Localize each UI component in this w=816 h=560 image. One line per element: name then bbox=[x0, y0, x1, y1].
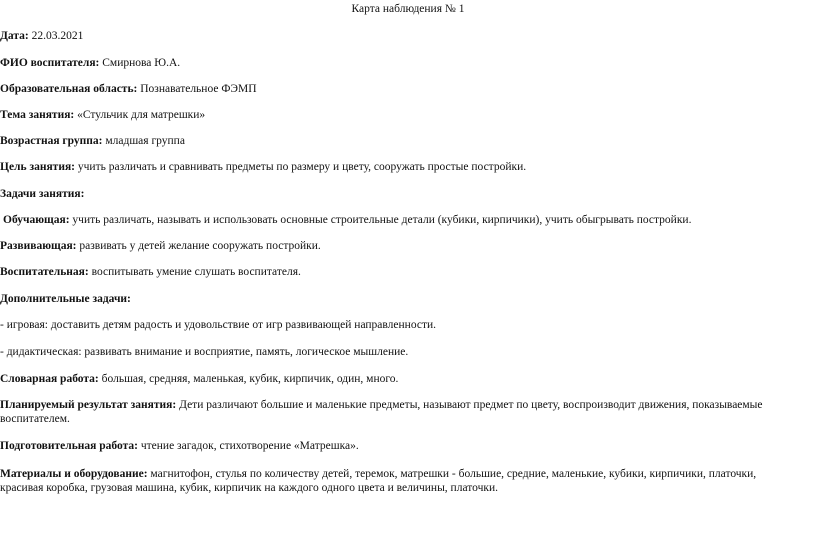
goal-line bbox=[0, 160, 790, 174]
topic-line bbox=[0, 108, 790, 122]
preparation-line bbox=[0, 439, 790, 453]
goal-value: учить различать и сравнивать предметы по размеру и цвету, сооружать простые постройки. bbox=[77, 161, 527, 173]
area-line bbox=[0, 82, 790, 96]
vocabulary-value: большая, средняя, маленькая, кубик, кирпичик, один, много. bbox=[101, 373, 399, 385]
preparation-label: Подготовительная работа: bbox=[0, 440, 138, 452]
extra-heading: Дополнительные задачи: bbox=[0, 293, 131, 305]
area-label: Образовательная область: bbox=[0, 83, 138, 95]
extra-item: - дидактическая: развивать внимание и восприятие, память, логическое мышление. bbox=[0, 346, 409, 358]
date-label: Дата: bbox=[0, 30, 29, 42]
area-value: Познавательное ФЭМП bbox=[140, 83, 257, 95]
developing-value: развивать у детей желание сооружать постройки. bbox=[79, 240, 321, 252]
document-title: Карта наблюдения № 1 bbox=[351, 3, 465, 15]
materials-value: магнитофон, стулья по количеству детей, теремок, матрешки - большие, средние, маленькие, кубики, кирпичики, платочки, красивая коробка, грузовая машина, кубик, кирпичик на каждого одного цвета и величины, платочки. bbox=[0, 468, 757, 494]
teacher-line bbox=[0, 56, 790, 70]
developing-label: Развивающая: bbox=[0, 240, 77, 252]
result-value: Дети различают большие и маленькие предметы, называют предмет по цвету, воспроизводит движения, показываемые воспитателем. bbox=[0, 399, 763, 425]
age-group-value: младшая группа bbox=[105, 135, 185, 147]
age-group-line bbox=[0, 134, 790, 148]
result-label: Планируемый результат занятия: bbox=[0, 399, 177, 411]
date-value: 22.03.2021 bbox=[31, 30, 84, 42]
date-line bbox=[0, 29, 790, 43]
goal-label: Цель занятия: bbox=[0, 161, 76, 173]
teaching-value: учить различать, называть и использовать основные строительные детали (кубики, кирпичики), учить обыгрывать постройки. bbox=[72, 214, 692, 226]
educational-line bbox=[0, 265, 790, 279]
topic-value: «Стульчик для матрешки» bbox=[77, 109, 206, 121]
result-line bbox=[0, 398, 780, 426]
vocabulary-line bbox=[0, 372, 790, 386]
materials-line bbox=[0, 467, 800, 495]
teacher-value: Смирнова Ю.А. bbox=[102, 57, 181, 69]
age-group-label: Возрастная группа: bbox=[0, 135, 103, 147]
preparation-value: чтение загадок, стихотворение «Матрешка». bbox=[140, 440, 359, 452]
vocabulary-label: Словарная работа: bbox=[0, 373, 99, 385]
educational-label: Воспитательная: bbox=[0, 266, 89, 278]
tasks-heading-line bbox=[0, 187, 790, 201]
teaching-label: Обучающая: bbox=[3, 214, 70, 226]
developing-line bbox=[0, 239, 790, 253]
materials-label: Материалы и оборудование: bbox=[0, 468, 148, 480]
educational-value: воспитывать умение слушать воспитателя. bbox=[91, 266, 301, 278]
extra-heading-line bbox=[0, 292, 790, 306]
teaching-line bbox=[3, 213, 793, 227]
tasks-heading: Задачи занятия: bbox=[0, 188, 85, 200]
topic-label: Тема занятия: bbox=[0, 109, 75, 121]
extra-item: - игровая: доставить детям радость и удовольствие от игр развивающей направленности. bbox=[0, 319, 437, 331]
teacher-label: ФИО воспитателя: bbox=[0, 57, 100, 69]
